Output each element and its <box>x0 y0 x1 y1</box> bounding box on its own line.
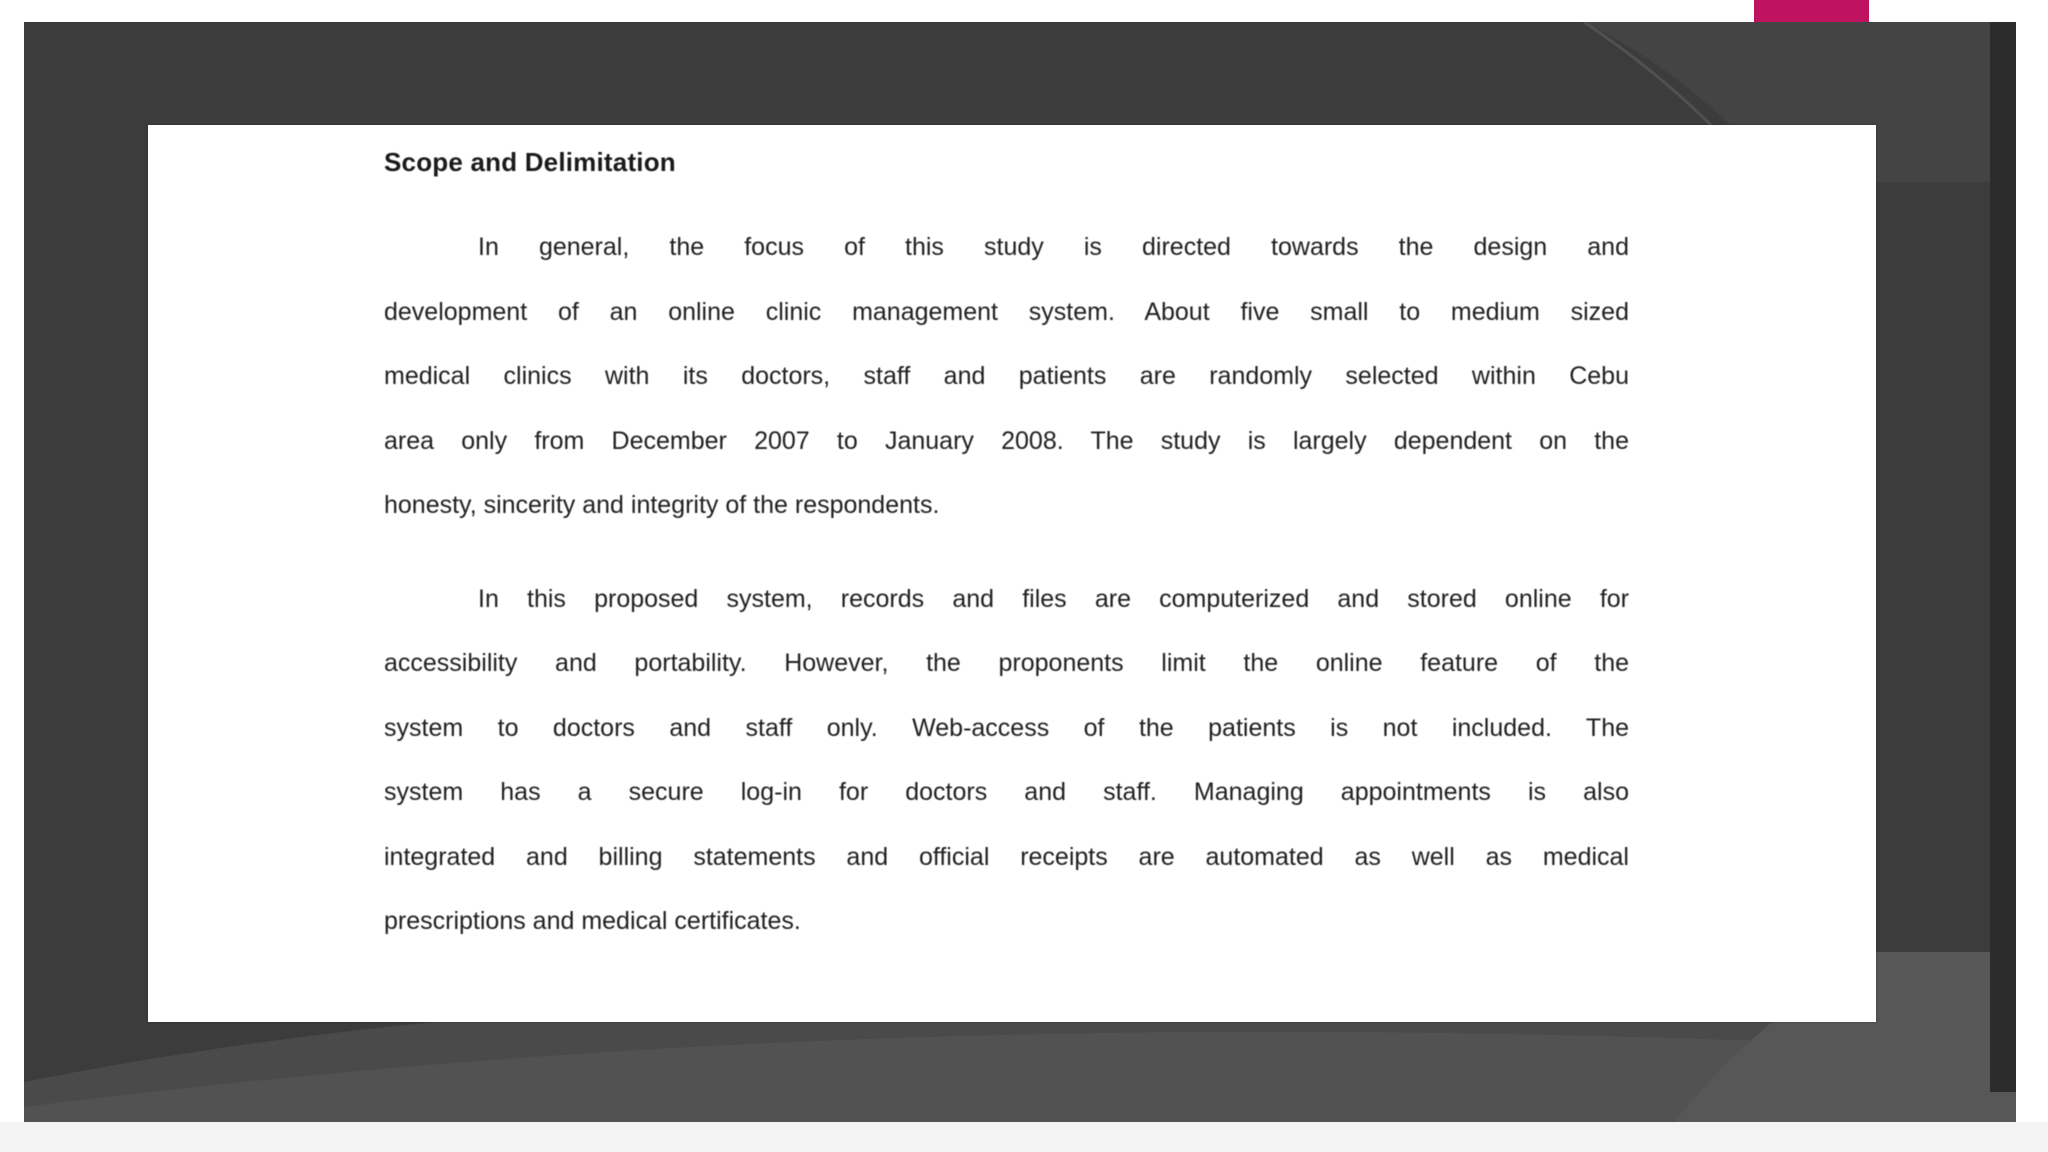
document-body <box>384 227 1629 966</box>
document-image <box>148 125 1876 1022</box>
paragraph-line: medical clinics with its doctors, staff and patients are randomly selected within Cebu <box>384 362 1629 390</box>
paragraph-line: honesty, sincerity and integrity of the respondents. <box>384 491 940 519</box>
paragraph-gap <box>384 550 1629 579</box>
top-strip <box>0 0 2048 22</box>
paragraph-line: In general, the focus of this study is directed towards the design and <box>478 233 1629 261</box>
bottom-strip <box>0 1122 2048 1152</box>
slide-right-edge <box>1990 22 2016 1092</box>
paragraph-line: accessibility and portability. However, the proponents limit the online feature of the <box>384 649 1629 677</box>
accent-tab <box>1754 0 1869 22</box>
document-heading: Scope and Delimitation <box>384 147 676 177</box>
paragraph-line: development of an online clinic management system. About five small to medium sized <box>384 297 1629 326</box>
paragraph-line: integrated and billing statements and official receipts are automated as well as medical <box>384 842 1629 871</box>
paragraph-line: system to doctors and staff only. Web-access of the patients is not included. The <box>384 713 1629 742</box>
paragraph-line: In this proposed system, records and files are computerized and stored online for <box>478 584 1629 613</box>
paragraph-line: area only from December 2007 to January 2008. The study is largely dependent on the <box>384 426 1629 455</box>
paragraph-line: system has a secure log-in for doctors and staff. Managing appointments is also <box>384 778 1629 806</box>
paragraph-line: prescriptions and medical certificates. <box>384 907 801 935</box>
document-paragraph-2 <box>384 579 1629 966</box>
slide <box>24 22 2016 1122</box>
document-paragraph-1 <box>384 227 1629 550</box>
